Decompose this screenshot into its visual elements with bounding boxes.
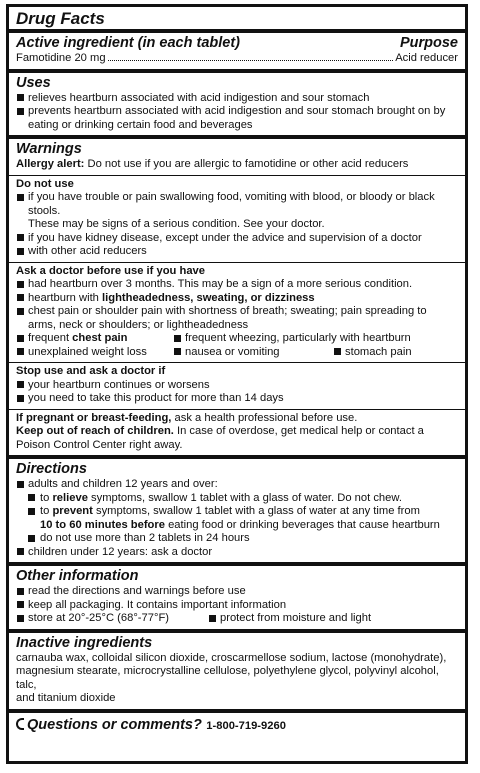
list-item: your heartburn continues or worsens — [16, 379, 458, 393]
bold-text: chest pain — [72, 332, 128, 344]
list-item-continued: arms, neck or shoulders; or lightheadedness — [28, 318, 249, 331]
purpose-heading: Purpose — [399, 35, 458, 51]
list-item: if you have kidney disease, except under the advice and supervision of a doctor — [16, 232, 458, 246]
bold-text: relieve — [52, 491, 88, 504]
allergy-text: Do not use if you are allergic to famotidine or other acid reducers — [87, 158, 409, 170]
bold-text: lightheadedness, sweating, or dizziness — [102, 291, 315, 304]
drug-facts-panel — [6, 4, 468, 764]
inactive-text: and titanium dioxide — [16, 692, 116, 704]
active-heading: Active ingredient (in each tablet) — [16, 35, 240, 51]
list-item: do not use more than 2 tablets in 24 hours — [16, 532, 458, 546]
ask-doctor-heading: Ask a doctor before use if you have — [16, 264, 205, 277]
list-item: chest pain or shoulder pain with shortness of breath; sweating; pain spreading to — [16, 305, 458, 319]
allergy-label: Allergy alert: — [16, 158, 85, 170]
list-item: read the directions and warnings before use — [16, 585, 458, 599]
keep-out-text-continued: Poison Control Center right away. — [16, 438, 183, 451]
text: symptoms, swallow 1 tablet with a glass of water. Do not chew. — [87, 491, 402, 504]
list-item: stomach pain — [333, 346, 412, 360]
list-item — [16, 332, 173, 346]
phone-icon — [16, 718, 24, 730]
text: symptoms, swallow 1 tablet with a glass of water at any time from — [92, 505, 420, 517]
inactive-heading: Inactive ingredients — [16, 634, 153, 651]
questions-section — [16, 713, 458, 737]
text: heartburn with — [28, 291, 103, 304]
list-item: if you have trouble or pain swallowing food, vomiting with blood, or bloody or black stools. — [16, 191, 458, 218]
uses-heading: Uses — [16, 74, 51, 91]
inactive-ingredients-section — [16, 633, 458, 709]
other-information-section — [16, 566, 458, 629]
pregnant-label: If pregnant or breast-feeding, — [16, 411, 172, 424]
list-item: prevents heartburn associated with acid indigestion and sour stomach brought on by — [16, 105, 458, 119]
dot-leader — [108, 60, 394, 61]
directions-heading: Directions — [16, 461, 87, 477]
active-ingredient: Famotidine 20 mg — [16, 52, 106, 64]
do-not-use-section — [16, 176, 458, 262]
list-item: had heartburn over 3 months. This may be a sign of a more serious condition. — [16, 278, 458, 292]
list-item — [16, 505, 458, 519]
list-item: frequent wheezing, particularly with heartburn — [173, 332, 411, 346]
list-item: keep all packaging. It contains important information — [16, 599, 458, 613]
pregnant-text: ask a health professional before use. — [171, 411, 358, 424]
stop-use-heading: Stop use and ask a doctor if — [16, 365, 166, 377]
list-item: store at 20°-25°C (68°-77°F) — [16, 612, 208, 626]
page-title: Drug Facts — [16, 9, 105, 28]
bold-text: prevent — [52, 505, 93, 517]
stop-use-section — [16, 363, 458, 409]
directions-section — [16, 459, 458, 562]
text: eating food or drinking beverages that cause heartburn — [164, 518, 440, 531]
phone-number[interactable]: 1-800-719-9260 — [206, 719, 286, 732]
other-information-heading: Other information — [16, 568, 139, 584]
keep-out-label: Keep out of reach of children. — [16, 425, 174, 437]
list-item: adults and children 12 years and over: — [16, 478, 458, 492]
list-item: you need to take this product for more than 14 days — [16, 392, 458, 406]
inactive-text: magnesium stearate, microcrystalline cellulose, polyethylene glycol, polyvinyl alcohol, talc, — [16, 665, 439, 691]
text: to — [40, 505, 53, 517]
inactive-text: carnauba wax, colloidal silicon dioxide, croscarmellose sodium, lactose (monohydrate), — [16, 651, 447, 664]
warnings-section — [16, 139, 458, 175]
list-item-continued: These may be signs of a serious condition. See your doctor. — [28, 218, 325, 230]
list-item: nausea or vomiting — [173, 346, 333, 360]
list-item-continued — [16, 519, 458, 533]
list-item-continued: eating or drinking certain food and beverages — [28, 118, 253, 131]
active-purpose: Acid reducer — [395, 52, 458, 64]
active-ingredient-section — [16, 33, 458, 69]
uses-section — [16, 73, 458, 136]
text: to — [40, 491, 53, 504]
pregnancy-section — [16, 410, 458, 456]
list-item: protect from moisture and light — [208, 612, 371, 626]
list-item — [16, 492, 458, 506]
list-item: with other acid reducers — [16, 245, 458, 259]
text: frequent — [28, 332, 73, 344]
bold-text: 10 to 60 minutes before — [40, 518, 165, 531]
list-item: children under 12 years: ask a doctor — [16, 546, 458, 560]
list-item: unexplained weight loss — [16, 346, 173, 360]
keep-out-text: In case of overdose, get medical help or contact a — [173, 425, 424, 437]
list-item: relieves heartburn associated with acid indigestion and sour stomach — [16, 92, 458, 106]
ask-doctor-section — [16, 263, 458, 363]
do-not-use-heading: Do not use — [16, 177, 74, 190]
warnings-heading: Warnings — [16, 141, 82, 157]
questions-label: Questions or comments? — [27, 716, 202, 733]
list-item — [16, 292, 458, 306]
